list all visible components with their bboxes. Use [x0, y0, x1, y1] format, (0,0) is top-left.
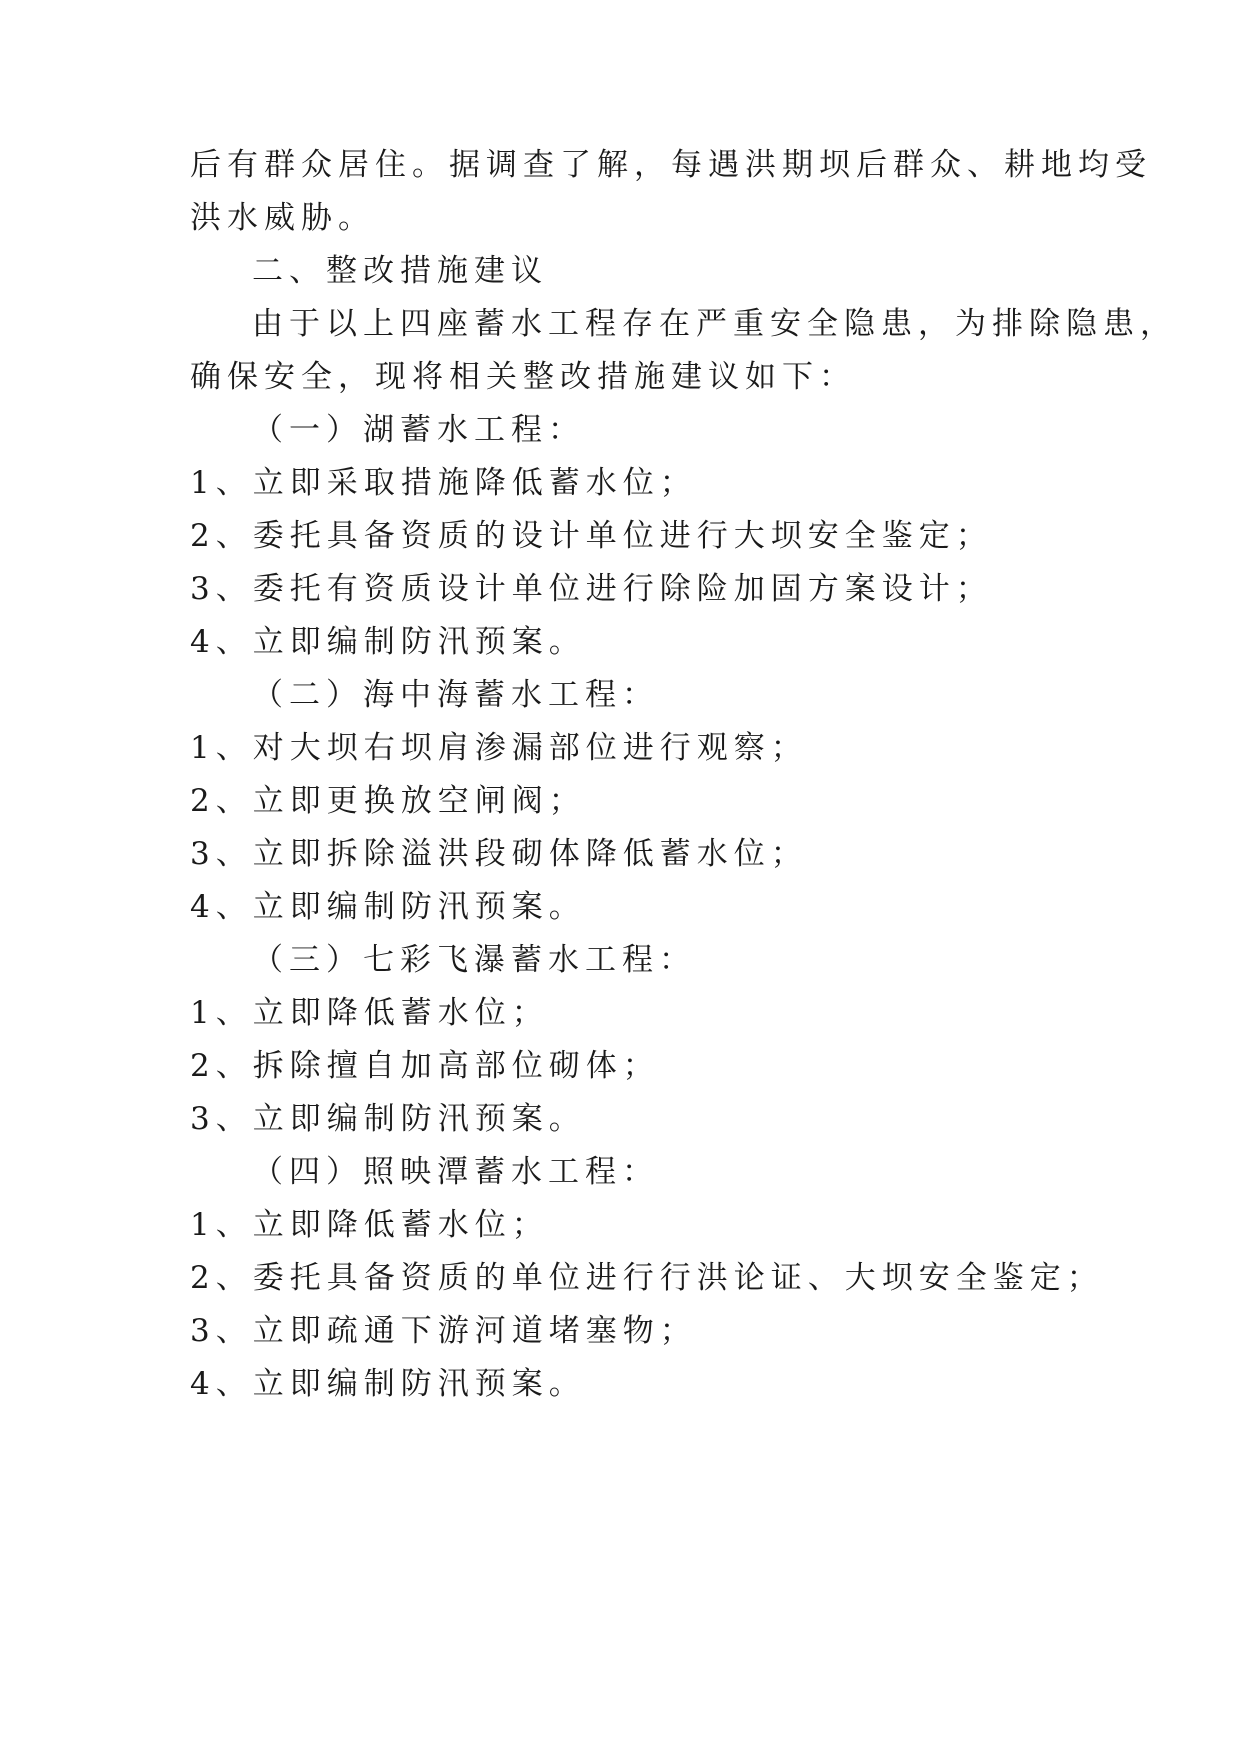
- list-item: 2、委托具备资质的单位进行行洪论证、大坝安全鉴定；: [190, 1260, 1104, 1296]
- list-item: 3、立即疏通下游河道堵塞物；: [190, 1313, 697, 1349]
- paragraph-line: 洪水威胁。: [190, 200, 375, 236]
- section-heading: 二、整改措施建议: [252, 253, 548, 289]
- list-item: 4、立即编制防汛预案。: [190, 889, 586, 925]
- paragraph-line: 确保安全，现将相关整改措施建议如下：: [190, 359, 856, 395]
- list-item: 4、立即编制防汛预案。: [190, 1366, 586, 1402]
- subsection-heading: （一）湖蓄水工程：: [252, 412, 585, 448]
- list-item: 1、立即降低蓄水位；: [190, 995, 549, 1031]
- list-item: 1、立即降低蓄水位；: [190, 1207, 549, 1243]
- paragraph-line: 由于以上四座蓄水工程存在严重安全隐患，为排除隐患，: [252, 306, 1177, 342]
- subsection-heading: （四）照映潭蓄水工程：: [252, 1154, 659, 1190]
- subsection-heading: （二）海中海蓄水工程：: [252, 677, 659, 713]
- paragraph-line: 后有群众居住。据调查了解，每遇洪期坝后群众、耕地均受: [190, 147, 1152, 183]
- list-item: 3、立即编制防汛预案。: [190, 1101, 586, 1137]
- list-item: 4、立即编制防汛预案。: [190, 624, 586, 660]
- list-item: 3、委托有资质设计单位进行除险加固方案设计；: [190, 571, 993, 607]
- list-item: 1、立即采取措施降低蓄水位；: [190, 465, 697, 501]
- list-item: 2、立即更换放空闸阀；: [190, 783, 586, 819]
- list-item: 3、立即拆除溢洪段砌体降低蓄水位；: [190, 836, 808, 872]
- list-item: 1、对大坝右坝肩渗漏部位进行观察；: [190, 730, 808, 766]
- list-item: 2、委托具备资质的设计单位进行大坝安全鉴定；: [190, 518, 993, 554]
- list-item: 2、拆除擅自加高部位砌体；: [190, 1048, 660, 1084]
- subsection-heading: （三）七彩飞瀑蓄水工程：: [252, 942, 696, 978]
